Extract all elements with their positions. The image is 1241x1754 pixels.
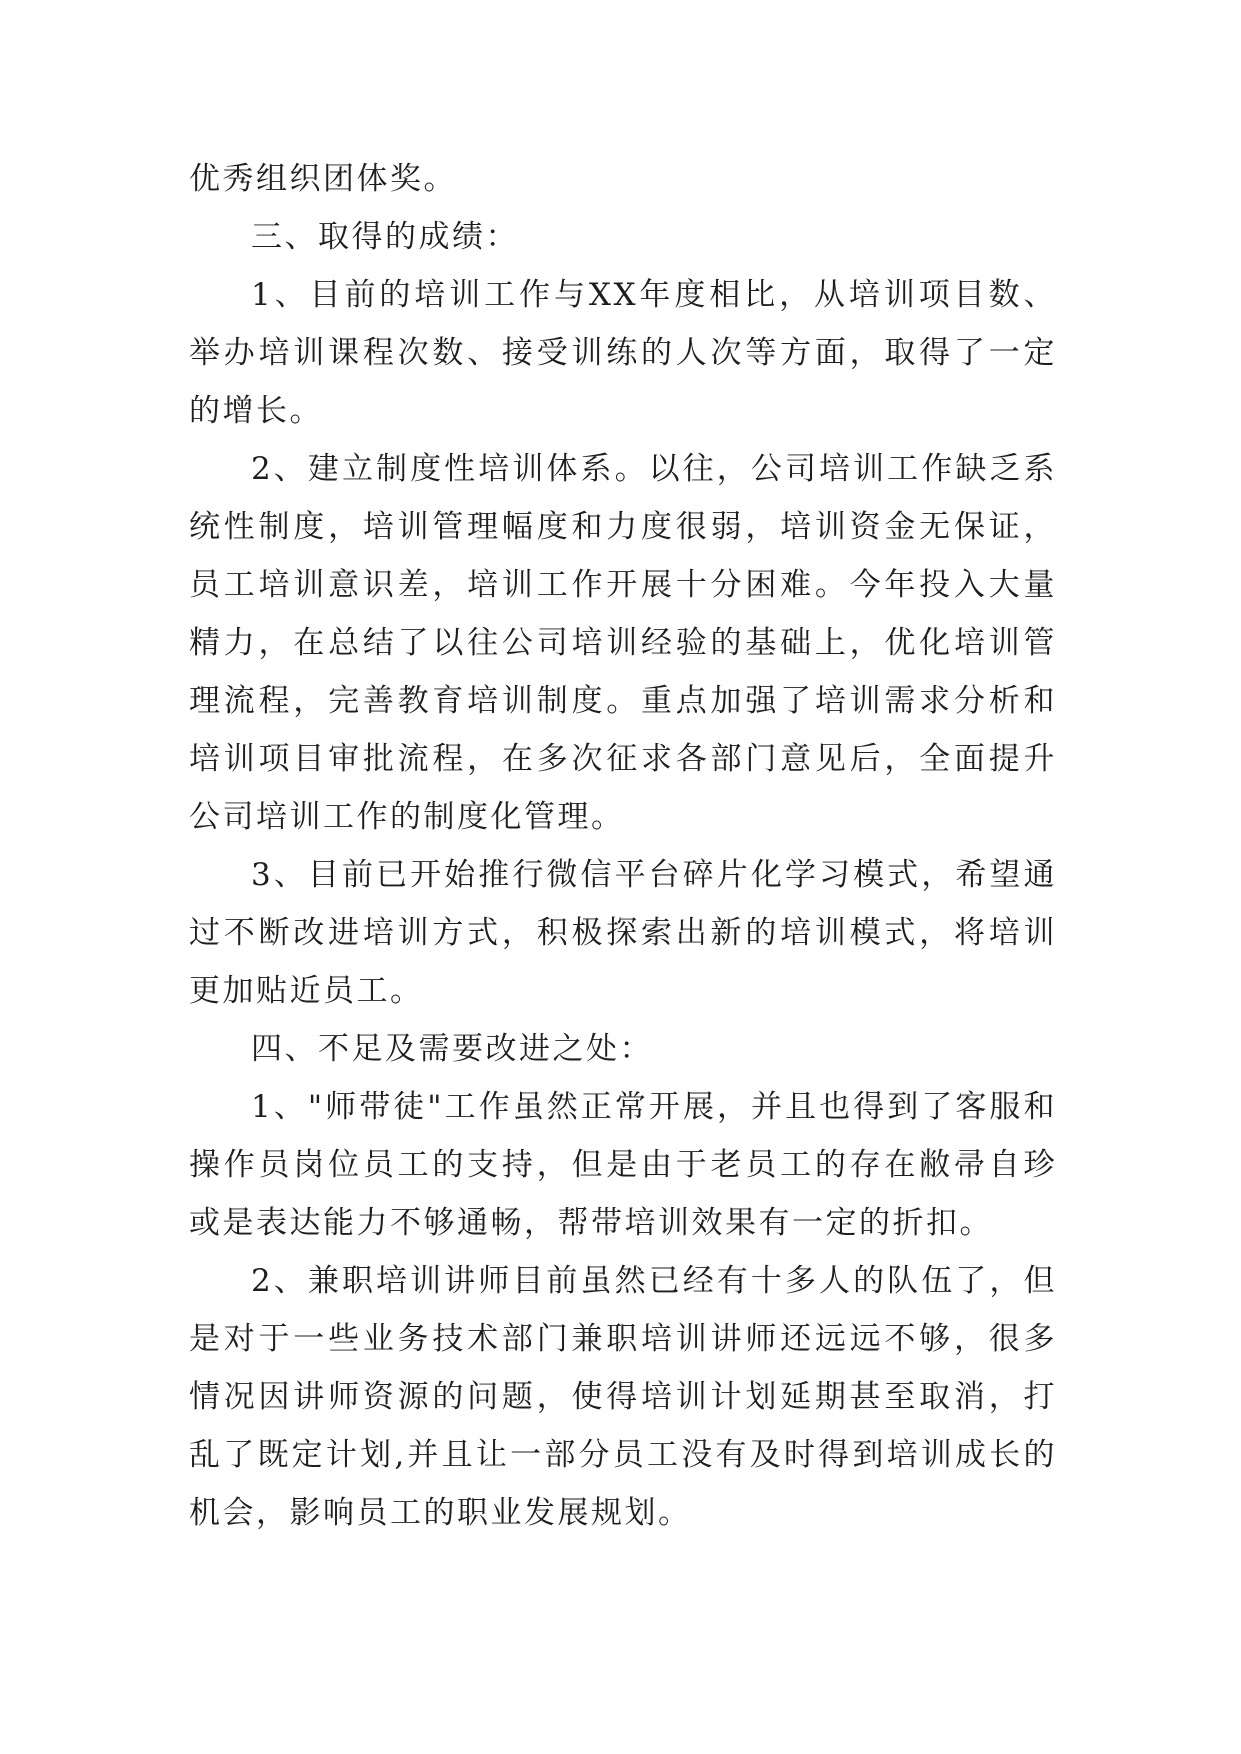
paragraph-achievement-1: 1、目前的培训工作与XX年度相比，从培训项目数、举办培训课程次数、接受训练的人次等方面，取得了一定的增长。: [189, 277, 1057, 429]
paragraph-award: 优秀组织团体奖。: [189, 161, 457, 197]
paragraph-shortcoming-2: 2、兼职培训讲师目前虽然已经有十多人的队伍了，但是对于一些业务技术部门兼职培训讲师还远远不够，很多情况因讲师资源的问题，使得培训计划延期甚至取消，打乱了既定计划,并且让一部分员工没有及时得到培训成长的机会，影响员工的职业发展规划。: [189, 1263, 1057, 1531]
paragraph-shortcoming-1: 1、"师带徒"工作虽然正常开展，并且也得到了客服和操作员岗位员工的支持，但是由于老员工的存在敝帚自珍或是表达能力不够通畅，帮带培训效果有一定的折扣。: [189, 1089, 1057, 1241]
section-heading-shortcomings: 四、不足及需要改进之处：: [251, 1031, 653, 1067]
paragraph-achievement-3: 3、目前已开始推行微信平台碎片化学习模式，希望通过不断改进培训方式，积极探索出新的培训模式，将培训更加贴近员工。: [189, 857, 1057, 1009]
section-heading-achievements: 三、取得的成绩：: [251, 219, 519, 255]
document-body: [189, 150, 1057, 1542]
paragraph-achievement-2: 2、建立制度性培训体系。以往，公司培训工作缺乏系统性制度，培训管理幅度和力度很弱，培训资金无保证，员工培训意识差，培训工作开展十分困难。今年投入大量精力，在总结了以往公司培训经验的基础上，优化培训管理流程，完善教育培训制度。重点加强了培训需求分析和培训项目审批流程，在多次征求各部门意见后，全面提升公司培训工作的制度化管理。: [189, 451, 1057, 835]
